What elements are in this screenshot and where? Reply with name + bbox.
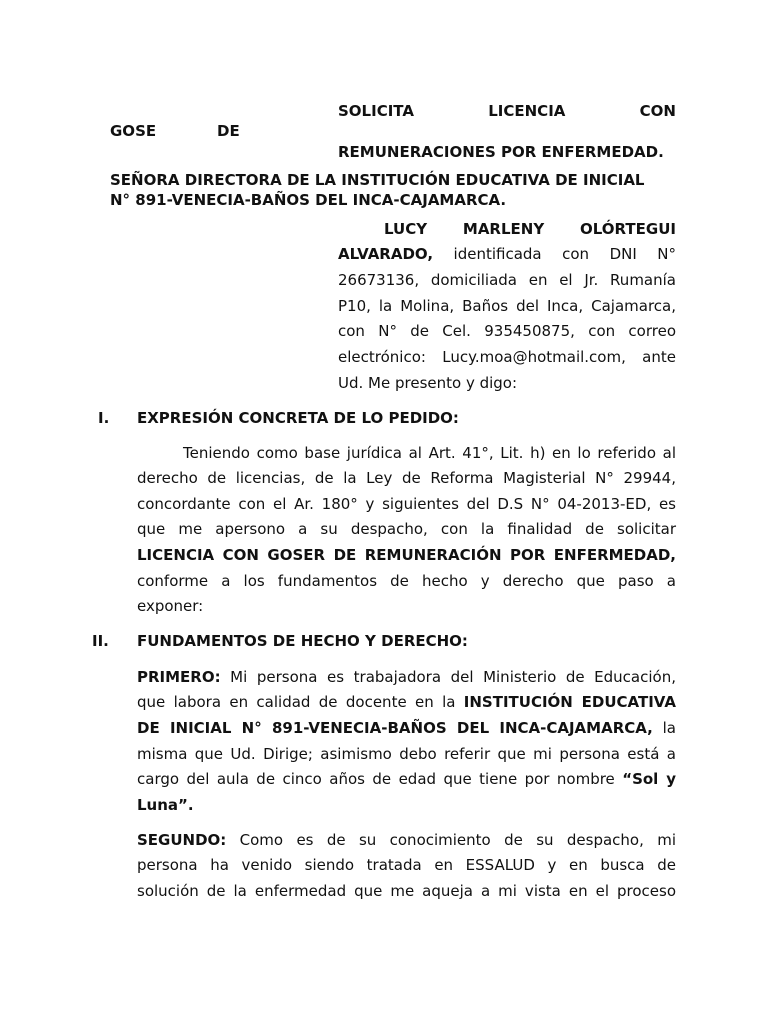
applicant-surname: ALVARADO, bbox=[338, 245, 434, 263]
applicant-line: electrónico: Lucy.moa@hotmail.com, ante bbox=[338, 348, 676, 366]
sumilla-gose: GOSE bbox=[110, 122, 157, 140]
section-1-request: LICENCIA CON GOSER DE REMUNERACIÓN POR ENFERMEDAD, bbox=[137, 546, 676, 564]
name-word: LUCY bbox=[384, 220, 428, 238]
primero-line-5 bbox=[137, 770, 676, 788]
applicant-line: 26673136, domiciliada en el Jr. Rumanía bbox=[338, 271, 676, 289]
section-1-numeral: I. bbox=[98, 409, 110, 427]
segundo-line-3: solución de la enfermedad que me aqueja a mi vista en el proceso bbox=[137, 882, 676, 900]
addressee-line-2: N° 891-VENECIA-BAÑOS DEL INCA-CAJAMARCA. bbox=[110, 191, 507, 209]
primero-text: cargo del aula de cinco años de edad que tiene por nombre bbox=[137, 770, 623, 788]
primero-label: PRIMERO: bbox=[137, 668, 221, 686]
applicant-name-line-1 bbox=[384, 220, 676, 238]
sumilla-de: DE bbox=[217, 122, 240, 140]
primero-line-2 bbox=[137, 693, 676, 711]
section-1-heading: EXPRESIÓN CONCRETA DE LO PEDIDO: bbox=[137, 409, 459, 427]
section-1-line: Teniendo como base jurídica al Art. 41°, Lit. h) en lo referido al bbox=[183, 444, 676, 462]
section-1-line: exponer: bbox=[137, 597, 204, 615]
primero-institution: DE INICIAL N° 891-VENECIA-BAÑOS DEL INCA-CAJAMARCA, bbox=[137, 719, 653, 737]
section-1-line: conforme a los fundamentos de hecho y derecho que paso a bbox=[137, 572, 676, 590]
section-1-line: que me apersono a su despacho, con la finalidad de solicitar bbox=[137, 520, 676, 538]
segundo-line-1 bbox=[137, 831, 676, 849]
primero-text: la bbox=[652, 719, 676, 737]
name-word: OLÓRTEGUI bbox=[580, 220, 676, 238]
primero-line-6: Luna”. bbox=[137, 796, 194, 814]
name-word: MARLENY bbox=[462, 220, 545, 238]
primero-text: Mi persona es trabajadora del Ministerio de Educación, bbox=[220, 668, 676, 686]
addressee-text: SEÑORA DIRECTORA DE LA INSTITUCIÓN EDUCATIVA DE INICIAL bbox=[110, 171, 645, 189]
sumilla-line-1 bbox=[338, 102, 676, 120]
section-2-heading: FUNDAMENTOS DE HECHO Y DERECHO: bbox=[137, 632, 468, 650]
applicant-line: P10, la Molina, Baños del Inca, Cajamarca, bbox=[338, 297, 676, 315]
primero-line-4: misma que Ud. Dirige; asimismo debo referir que mi persona está a bbox=[137, 745, 676, 763]
segundo-text: Como es de su conocimiento de su despacho, mi bbox=[226, 831, 676, 849]
primero-text: que labora en calidad de docente en la bbox=[137, 693, 464, 711]
sumilla-word: SOLICITA bbox=[338, 102, 414, 120]
segundo-label: SEGUNDO: bbox=[137, 831, 227, 849]
section-2-numeral: II. bbox=[92, 632, 109, 650]
applicant-name-line-2 bbox=[338, 245, 676, 263]
section-1-line: concordante con el Ar. 180° y siguientes del D.S N° 04-2013-ED, es bbox=[137, 495, 676, 513]
applicant-line: con N° de Cel. 935450875, con correo bbox=[338, 322, 676, 340]
section-1-line: derecho de licencias, de la Ley de Reforma Magisterial N° 29944, bbox=[137, 469, 676, 487]
sumilla-word: LICENCIA bbox=[488, 102, 566, 120]
applicant-line: Ud. Me presento y digo: bbox=[338, 374, 518, 392]
applicant-id-text: identificada con DNI N° bbox=[433, 245, 676, 263]
primero-line-3 bbox=[137, 719, 676, 737]
addressee-line-1 bbox=[110, 171, 676, 189]
sumilla-line-3: REMUNERACIONES POR ENFERMEDAD. bbox=[338, 143, 664, 161]
segundo-line-2: persona ha venido siendo tratada en ESSALUD y en busca de bbox=[137, 856, 676, 874]
primero-line-1 bbox=[137, 668, 676, 686]
primero-institution: INSTITUCIÓN EDUCATIVA bbox=[463, 693, 676, 711]
sumilla-word: CON bbox=[639, 102, 676, 120]
primero-classroom-name: “Sol y bbox=[622, 770, 676, 788]
